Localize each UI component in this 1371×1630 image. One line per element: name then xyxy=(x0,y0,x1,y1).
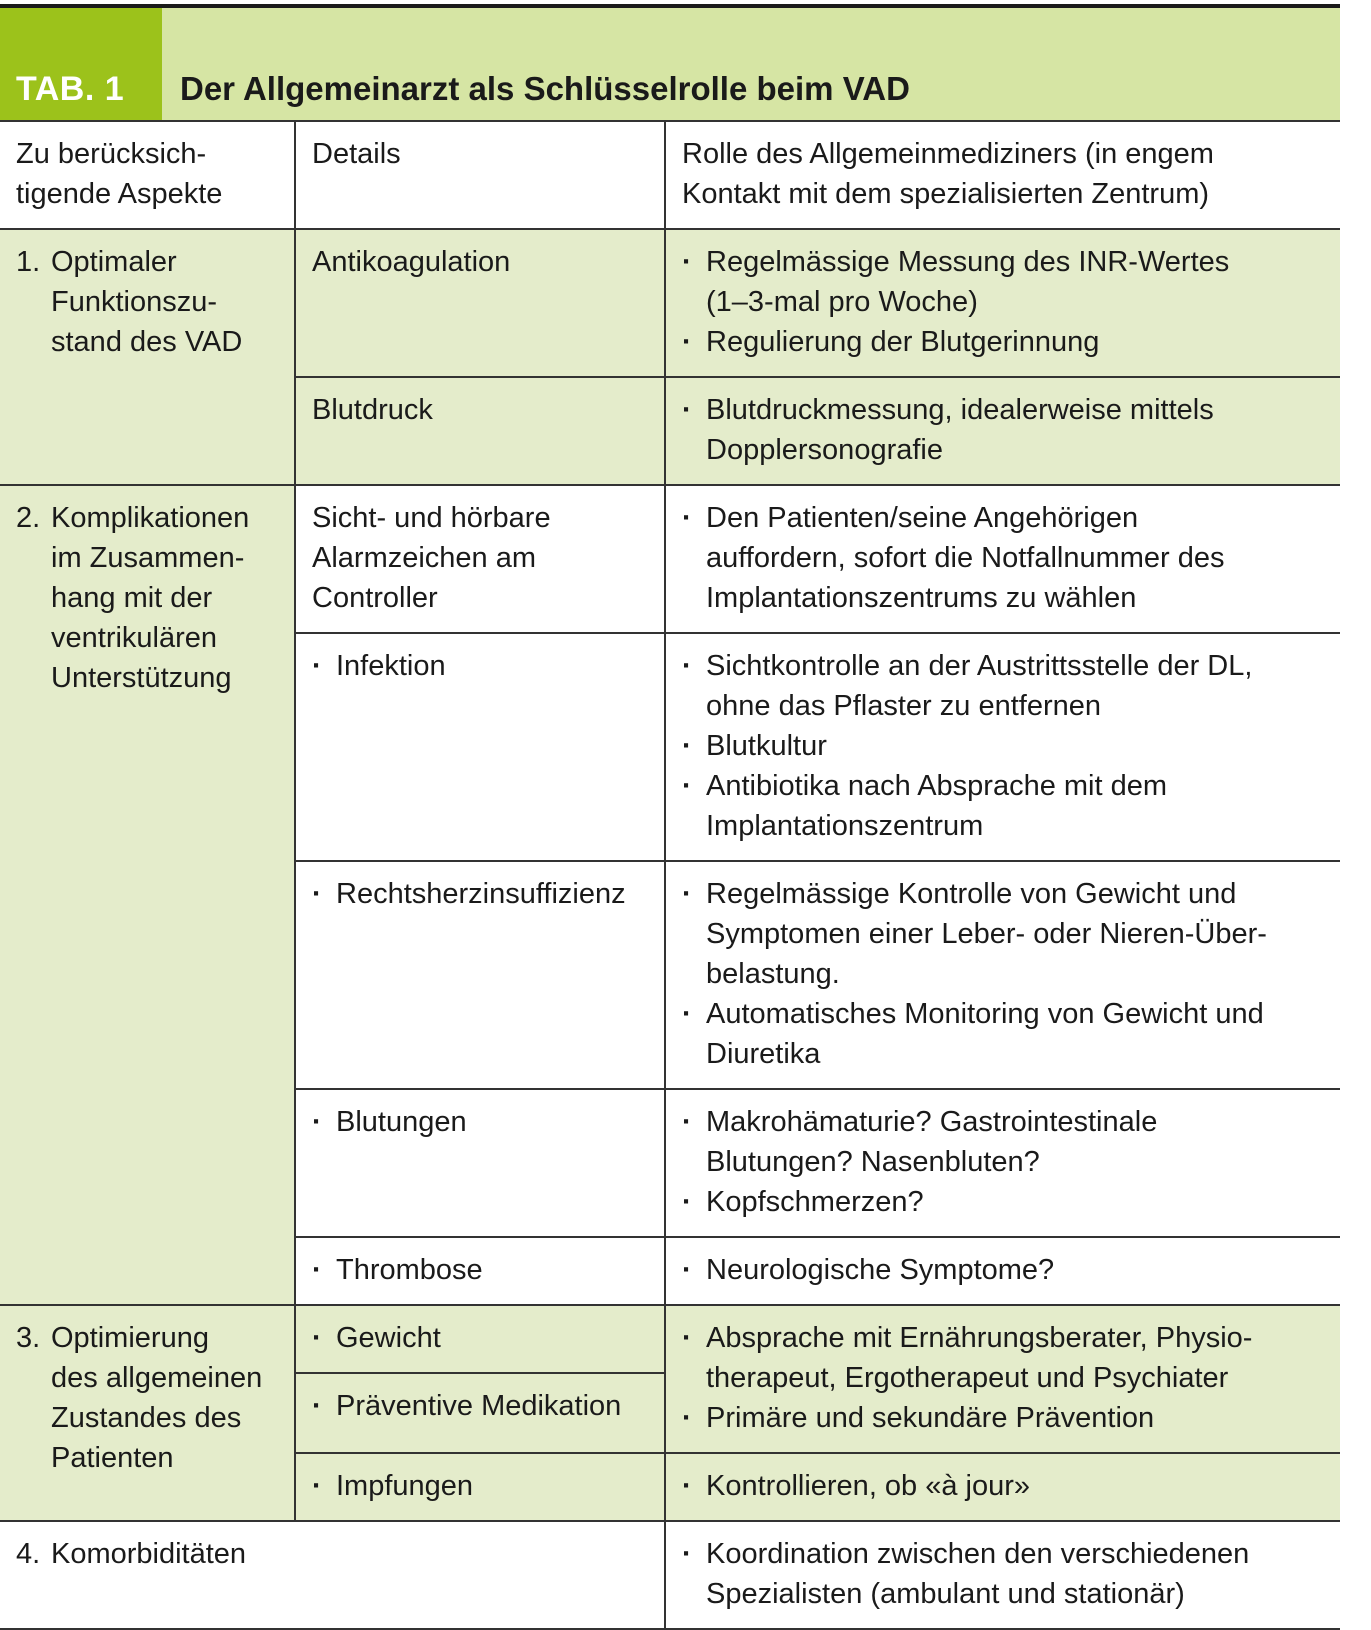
role-cell xyxy=(665,485,1340,633)
list-item: · Kontrollieren, ob «à jour» xyxy=(682,1466,1326,1506)
list-item: · Regulierung der Blutgerinnung xyxy=(682,322,1326,362)
role-cell xyxy=(665,229,1340,377)
detail-text: · Präventive Medikation xyxy=(312,1386,650,1426)
table-row xyxy=(0,1305,1340,1373)
role-cell xyxy=(665,861,1340,1089)
column-header-details-text: Details xyxy=(312,138,401,170)
detail-text: · Rechtsherzinsuffizienz xyxy=(312,874,650,914)
detail-cell xyxy=(295,485,665,633)
table-row xyxy=(0,229,1340,377)
detail-text: · Impfungen xyxy=(312,1466,650,1506)
list-item: · Absprache mit Ernährungsberater, Physio- therapeut, Ergotherapeut und Psychiater xyxy=(682,1318,1326,1398)
list-item: · Den Patienten/seine Angehörigen auffordern, sofort die Notfallnummer des Implantationszentrums zu wählen xyxy=(682,498,1326,618)
detail-text: Antikoagulation xyxy=(312,246,511,278)
table-row xyxy=(0,1521,1340,1629)
section-4-cell xyxy=(0,1521,665,1629)
detail-text: · Infektion xyxy=(312,646,650,686)
role-cell xyxy=(665,1521,1340,1629)
detail-cell xyxy=(295,229,665,377)
section-number: 2. xyxy=(16,502,41,534)
role-cell xyxy=(665,633,1340,861)
section-number: 3. xyxy=(16,1322,41,1354)
detail-text: Sicht- und hörbare Alarmzeichen am Controller xyxy=(312,502,551,614)
role-cell xyxy=(665,1237,1340,1305)
role-cell xyxy=(665,1089,1340,1237)
list-item: · Regelmässige Messung des INR-Wertes (1–3-mal pro Woche) xyxy=(682,242,1326,322)
detail-cell xyxy=(295,1373,665,1453)
section-label: Komorbiditäten xyxy=(51,1538,247,1570)
list-item: · Koordination zwischen den verschiedenen Spezialisten (ambulant und stationär) xyxy=(682,1534,1326,1614)
detail-cell xyxy=(295,1237,665,1305)
list-item: · Blutkultur xyxy=(682,726,1326,766)
table-row xyxy=(0,485,1340,633)
list-item: · Neurologische Symptome? xyxy=(682,1250,1326,1290)
role-cell xyxy=(665,1453,1340,1521)
list-item: · Sichtkontrolle an der Austrittsstelle der DL, ohne das Pflaster zu entfernen xyxy=(682,646,1326,726)
column-header-role-text: Rolle des Allgemeinmediziners (in engem Kontakt mit dem spezialisierten Zentrum) xyxy=(682,138,1214,210)
list-item: · Primäre und sekundäre Prävention xyxy=(682,1398,1326,1438)
column-header-aspects-text: Zu berücksich- tigende Aspekte xyxy=(16,138,223,210)
column-header-aspects xyxy=(0,121,295,229)
detail-text: · Blutungen xyxy=(312,1102,650,1142)
section-1-cell xyxy=(0,229,295,485)
list-item: · Makrohämaturie? Gastrointestinale Blutungen? Nasenbluten? xyxy=(682,1102,1326,1182)
column-header-role xyxy=(665,121,1340,229)
detail-cell xyxy=(295,1089,665,1237)
section-number: 1. xyxy=(16,246,41,278)
table-number-tab: TAB. 1 xyxy=(0,8,162,120)
detail-text: Blutdruck xyxy=(312,394,433,426)
detail-cell xyxy=(295,1453,665,1521)
list-item: · Blutdruckmessung, idealerweise mittels Dopplersonografie xyxy=(682,390,1326,470)
section-label: Komplikationen im Zusammen- hang mit der ventrikulären Unterstützung xyxy=(51,502,250,694)
table-title: Der Allgemeinarzt als Schlüsselrolle beim VAD xyxy=(162,8,1340,120)
section-number: 4. xyxy=(16,1538,41,1570)
role-cell xyxy=(665,1305,1340,1453)
list-item: · Regelmässige Kontrolle von Gewicht und Symptomen einer Leber- oder Nieren-Über- belastung. xyxy=(682,874,1326,994)
detail-cell xyxy=(295,377,665,485)
detail-cell xyxy=(295,633,665,861)
section-label: Optimierung des allgemeinen Zustandes des Patienten xyxy=(51,1322,263,1474)
section-3-cell xyxy=(0,1305,295,1521)
vad-table xyxy=(0,120,1340,1630)
table-header xyxy=(0,8,1340,120)
column-header-row xyxy=(0,121,1340,229)
detail-text: · Thrombose xyxy=(312,1250,650,1290)
list-item: · Antibiotika nach Absprache mit dem Implantationszentrum xyxy=(682,766,1326,846)
section-2-cell xyxy=(0,485,295,1305)
role-cell xyxy=(665,377,1340,485)
detail-cell xyxy=(295,1305,665,1373)
list-item: · Kopfschmerzen? xyxy=(682,1182,1326,1222)
section-label: Optimaler Funktionszu- stand des VAD xyxy=(51,246,243,358)
detail-text: · Gewicht xyxy=(312,1318,650,1358)
column-header-details xyxy=(295,121,665,229)
detail-cell xyxy=(295,861,665,1089)
list-item: · Automatisches Monitoring von Gewicht und Diuretika xyxy=(682,994,1326,1074)
